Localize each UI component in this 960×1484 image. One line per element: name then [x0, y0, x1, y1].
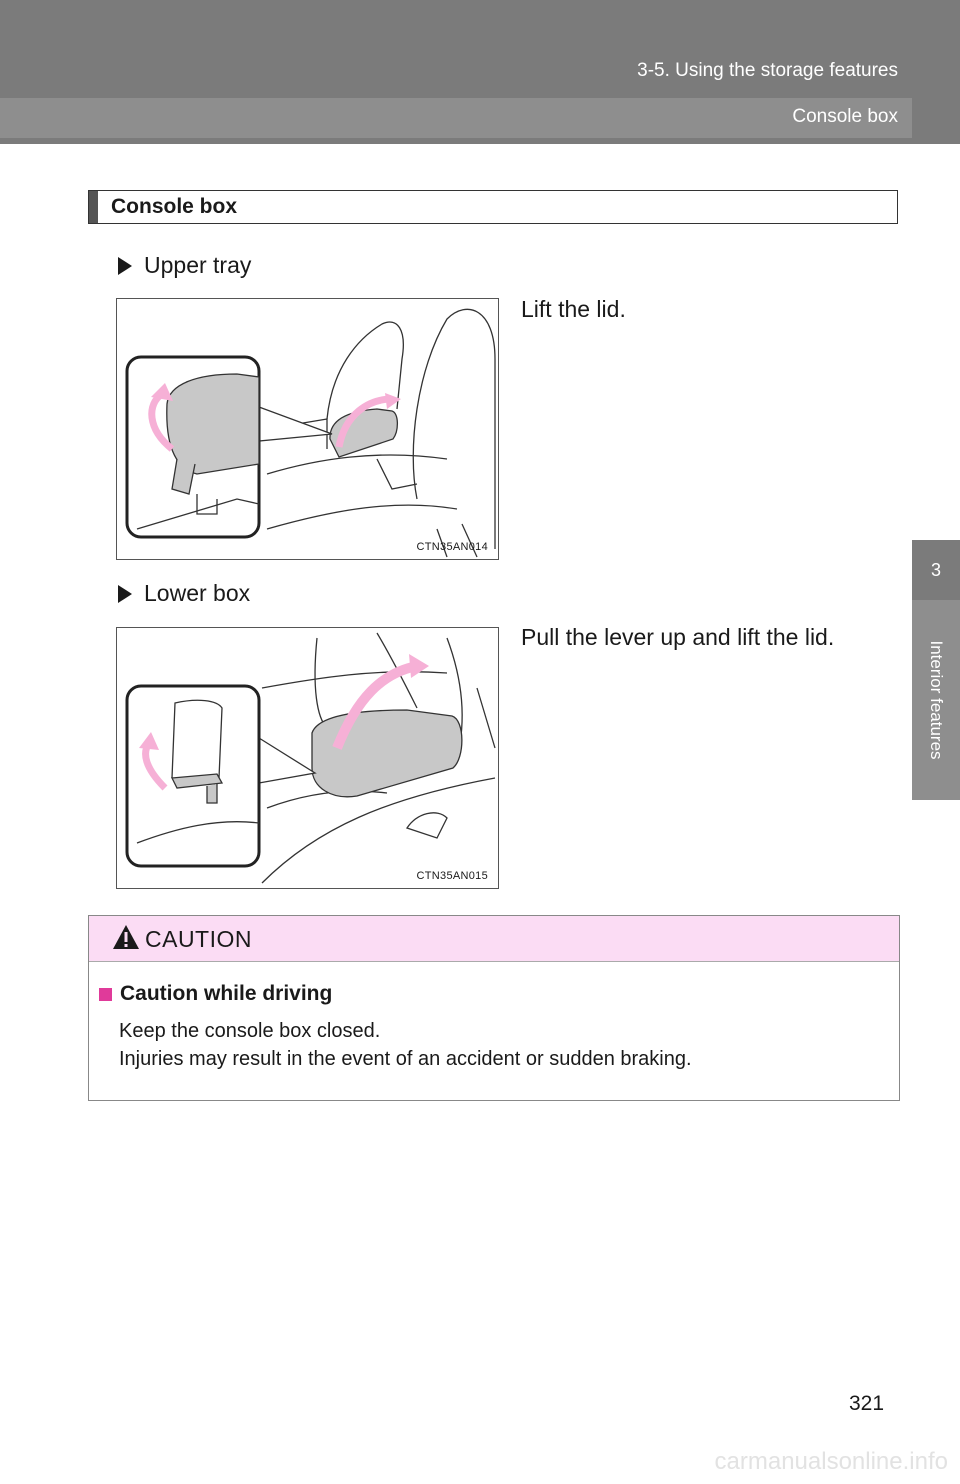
caution-box — [88, 915, 900, 1101]
item-label: Lower box — [144, 580, 251, 606]
caution-line: Injuries may result in the event of an accident or sudden braking. — [119, 1048, 692, 1070]
lower-box-illustration — [117, 628, 498, 888]
triangle-bullet-icon — [118, 585, 132, 603]
item-lower-box — [118, 580, 250, 607]
section-title-box — [88, 190, 898, 224]
header-subsection-title: Console box — [792, 106, 898, 127]
section-title: Console box — [111, 195, 238, 218]
chapter-title-tab — [912, 600, 960, 800]
chapter-number-tab — [912, 540, 960, 600]
figure-lower-box — [116, 627, 499, 889]
figure-upper-tray — [116, 298, 499, 560]
figure-code: CTN35AN015 — [416, 870, 488, 882]
header-section-title: 3-5. Using the storage features — [637, 60, 898, 81]
item-instruction: Pull the lever up and lift the lid. — [521, 624, 835, 650]
upper-tray-illustration — [117, 299, 498, 559]
watermark: carmanualsonline.info — [714, 1448, 948, 1475]
figure-code: CTN35AN014 — [416, 541, 488, 553]
square-bullet-icon — [99, 988, 112, 1001]
item-label: Upper tray — [144, 252, 252, 278]
caution-item-title — [99, 982, 332, 1006]
chapter-title: Interior features — [927, 640, 946, 760]
triangle-bullet-icon — [118, 257, 132, 275]
caution-line: Keep the console box closed. — [119, 1020, 381, 1042]
item-instruction: Lift the lid. — [521, 296, 626, 322]
caution-header — [89, 916, 899, 962]
warning-triangle-icon — [112, 924, 140, 950]
chapter-side-tab — [912, 144, 960, 1484]
page-header — [0, 0, 960, 144]
item-upper-tray — [118, 252, 251, 279]
chapter-number: 3 — [930, 560, 941, 580]
caution-item-text: Caution while driving — [120, 982, 333, 1005]
section-title-bar — [89, 191, 98, 223]
caution-label: CAUTION — [145, 926, 252, 952]
page-number: 321 — [849, 1392, 885, 1415]
header-subbar — [0, 98, 912, 138]
